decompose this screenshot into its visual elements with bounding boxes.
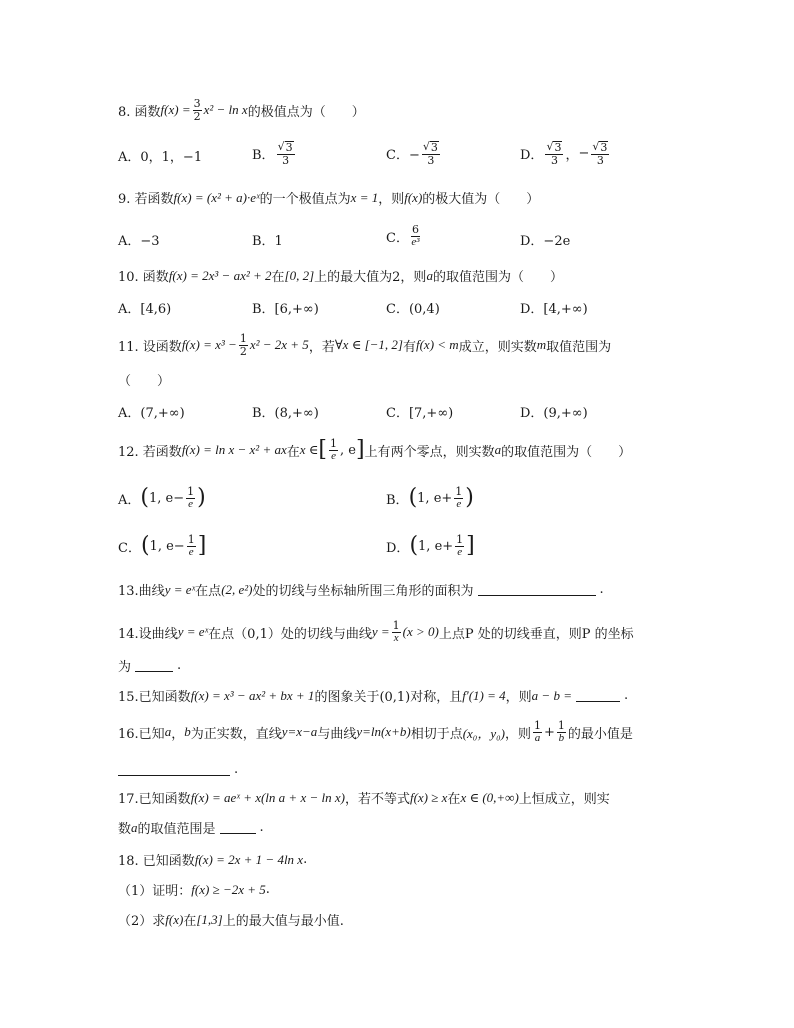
q8-option-a[interactable]: A．0，1，−1 [118, 150, 203, 165]
question-12-stem: 12. 若函数 f(x) = ln x − x² + ax 在 x ∈ [ $\frac{1}{e}$ , e ] 上有两个零点，则实数 a 的取值范围为（ ） [118, 437, 632, 463]
q8-option-c[interactable]: C．− √ 3 3 [386, 140, 438, 167]
question-10-stem: 10. 函数 f(x) = 2x³ − ax² + 2 在 [0, 2] 上的最大值为2，则 a 的取值范围为（ ） [118, 267, 563, 285]
q10-option-c[interactable]: C．(0,4) [386, 302, 440, 317]
q11-option-a[interactable]: A．(7,+∞) [118, 406, 185, 421]
q16-answer-blank[interactable] [118, 763, 230, 776]
q10-option-b[interactable]: B．[6,+∞) [252, 302, 319, 317]
question-18-part-1: （1）证明： f(x) ≥ −2x + 5 . [118, 881, 270, 899]
question-13-stem: 13.曲线 y = eˣ 在点 (2, e²) 处的切线与坐标轴所围三角形的面积为 . [118, 581, 604, 599]
question-8-stem: 8. 函数 f(x) = $\frac{3}{2}$ x² − ln x 的极值点为（ ） [118, 97, 365, 123]
q11-option-d[interactable]: D．(9,+∞) [520, 406, 588, 421]
question-17-stem: 17.已知函数 f(x) = aeˣ + x(ln a + x − ln x) ，若不等式 f(x) ≥ x 在 x ∈ (0,+∞) 上恒成立，则实 [118, 789, 610, 807]
q8-frac: $\frac{3}{2}$ [193, 97, 201, 123]
q9-option-d[interactable]: D．−2e [520, 234, 571, 249]
q9-option-b[interactable]: B．1 [252, 234, 283, 249]
q11-option-c[interactable]: C．[7,+∞) [386, 406, 454, 421]
q8-option-b[interactable]: B． √ 3 3 [252, 140, 293, 167]
question-11-paren: （ ） [118, 374, 171, 389]
q9-option-a[interactable]: A．−3 [118, 234, 160, 249]
q15-answer-blank[interactable] [576, 689, 620, 702]
q17-answer-blank[interactable] [220, 821, 256, 834]
q12-option-a[interactable]: A． ( 1, e − $\frac{1}{e}$ ) [118, 485, 206, 511]
question-16-stem: 16.已知 a ， b 为正实数，直线 y=x−a 与曲线 y=ln(x+b) 相切于点 (x₀，y₀) ，则 $\frac{1}{a}$ + $\frac{1}{b}$ 的最小值是 [118, 719, 633, 744]
q12-option-b[interactable]: B． ( 1, e + $\frac{1}{e}$ ) [386, 485, 474, 511]
question-18-stem: 18. 已知函数 f(x) = 2x + 1 − 4ln x . [118, 851, 308, 869]
q12-option-c[interactable]: C． ( 1, e − $\frac{1}{e}$ ] [118, 533, 207, 559]
question-16-line2: . [118, 762, 238, 777]
q14-answer-blank[interactable] [135, 659, 173, 672]
question-18-part-2: （2）求 f(x) 在 [1,3] 上的最大值与最小值. [118, 911, 344, 929]
question-11-stem: 11. 设函数 f(x) = x³ − $\frac{1}{2}$ x² − 2x + 5 ，若 ∀x ∈ [−1, 2] 有 f(x) < m 成立，则实数 m 取值范围为 [118, 332, 612, 358]
q8-expr: f(x) = [160, 102, 191, 118]
q11-option-b[interactable]: B．(8,+∞) [252, 406, 319, 421]
question-15-stem: 15.已知函数 f(x) = x³ − ax² + bx + 1 的图象关于(0,1)对称，且 f′(1) = 4 ，则 a − b = . [118, 687, 629, 705]
q10-option-d[interactable]: D．[4,+∞) [520, 302, 588, 317]
question-14-line2: 为 . [118, 658, 182, 675]
q12-option-d[interactable]: D． ( 1, e + $\frac{1}{e}$ ] [386, 533, 475, 559]
q9-option-c[interactable]: C． $\frac{6}{\text{e³}}$ [386, 223, 420, 248]
question-17-line2: 数 a 的取值范围是 . [118, 819, 264, 837]
question-14-stem: 14.设曲线 y = eˣ 在点（0,1）处的切线与曲线 y = $\frac{1}{x}$ (x > 0) 上点P 处的切线垂直，则P 的坐标 [118, 619, 634, 644]
q10-option-a[interactable]: A．[4,6) [118, 302, 172, 317]
q8-option-d[interactable]: D． √ 3 3 ， − √ 3 3 [520, 140, 608, 167]
question-9-stem: 9. 若函数 f(x) = (x² + a)·eˣ 的一个极值点为 x = 1 ，则 f(x) 的极大值为（ ） [118, 189, 540, 207]
q13-answer-blank[interactable] [478, 583, 596, 596]
